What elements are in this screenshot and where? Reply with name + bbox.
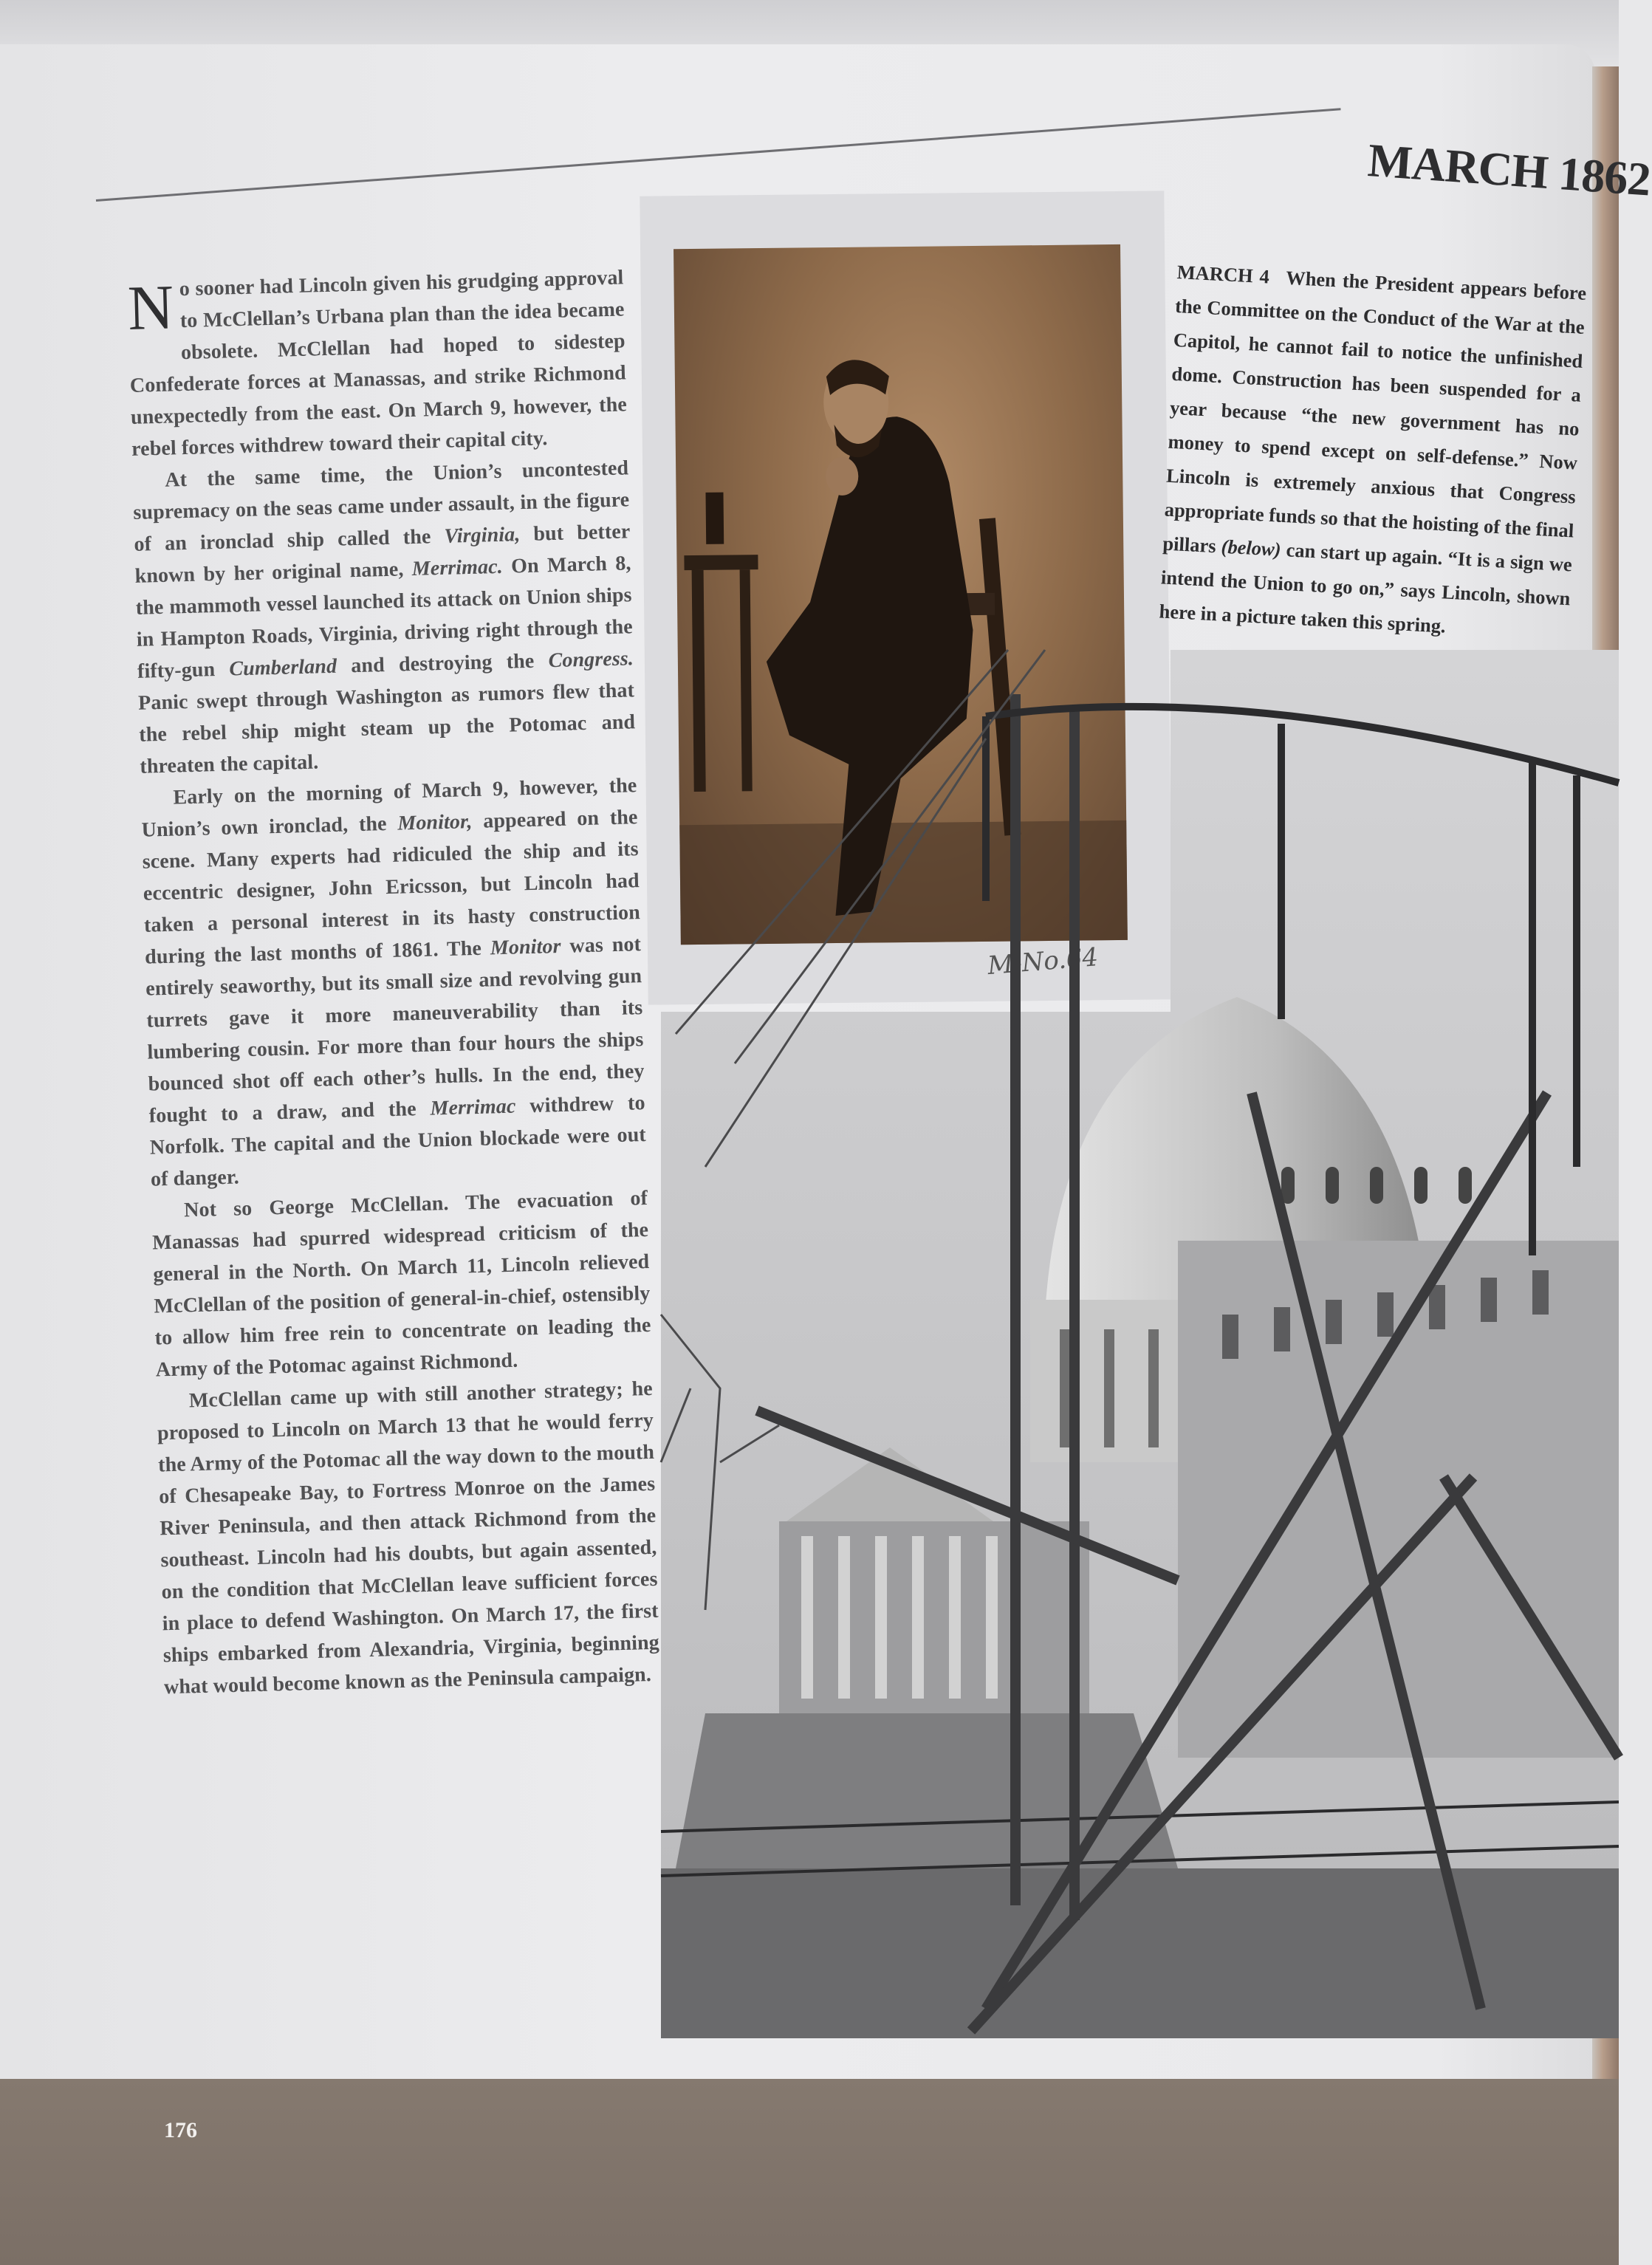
text-run: At the same time, the Union’s uncontested supremacy on the seas came under assault, in the figure of an ironclad ship called the	[133, 456, 630, 556]
text-run: Early on the morning of March 9, however, the Union’s own ironclad, the	[141, 774, 637, 842]
article-paragraph	[132, 452, 637, 782]
text-run: but better known by her original name,	[134, 520, 631, 588]
page-footer-band	[0, 2079, 1619, 2265]
handwritten-catalog-note: M-No.64	[986, 942, 1100, 981]
italic-ship-name: Merrimac	[430, 1094, 516, 1120]
article-body	[127, 261, 660, 1703]
text-run: Panic swept through Washington as rumors flew that the rebel ship might steam up the Potomac and threaten the capital.	[137, 679, 636, 778]
italic-ship-name: Virginia,	[444, 523, 521, 548]
sidebar-date: MARCH 4	[1176, 260, 1270, 288]
article-paragraph	[140, 770, 647, 1195]
page-number: 176	[164, 2118, 197, 2142]
text-run: can start up again. “It is a sign we intend the Union to go on,” says Lincoln, shown here in a picture taken this spring.	[1158, 538, 1573, 637]
text-run: was not entirely seaworthy, but its small size and revolving gun turrets gave it more maneuverability than its lumbering cousin. For more than four hours the ships bounced shot off each other’s hulls. In the end, they fought to a draw, and the	[145, 933, 645, 1128]
italic-ship-name: Monitor,	[397, 810, 473, 835]
text-run: and destroying the	[336, 649, 549, 678]
text-run: McClellan came up with still another strategy; he proposed to Lincoln on March 13 that he would ferry the Army of the Potomac all the way down to the mouth of Chesapeake Bay, to Fortress Monroe on the James River Peninsula, and then attack Richmond from the southeast. Lincoln had his doubts, but again assented, on the condition that McClellan leave sufficient forces in place to defend Washington. On March 17, the first ships embarked from Alexandria, Virginia, beginning what would become known as the Peninsula campaign.	[157, 1377, 660, 1699]
italic-ship-name: Merrimac.	[411, 555, 504, 581]
text-run: On March 8, the mammoth vessel launched its attack on Union ships in Hampton Roads, Virginia, driving right through the fifty-gun	[135, 552, 634, 683]
text-run: withdrew to Norfolk. The capital and the Union blockade were out of danger.	[149, 1092, 647, 1191]
article-paragraph	[151, 1182, 653, 1386]
italic-ship-name: Monitor	[490, 934, 561, 960]
capitol-construction-photo	[661, 650, 1619, 2038]
page-title: MARCH 1862	[1365, 133, 1652, 206]
text-run: Not so George McClellan. The evacuation of Manassas had spurred widespread criticism of the general in the North. On March 11, Lincoln relieved McClellan of the position of general-in-chief, ostensibly to allow him free rein to concentrate on leading the Army of the Potomac against Richmond.	[151, 1186, 651, 1382]
italic-reference: (below)	[1220, 535, 1282, 561]
italic-ship-name: Cumberland	[229, 654, 337, 681]
article-paragraph	[156, 1373, 660, 1703]
text-run: When the President appears before the Committee on the Conduct of the War at the Capitol, he cannot fail to notice the unfinished dome. Construction has been suspended for a year because “the new government has no money to spend except on self-defense.” Now Lincoln is extremely anxious that Congress appropriate funds so that the hoisting of the final pillars	[1162, 266, 1587, 558]
italic-ship-name: Congress.	[548, 647, 634, 673]
sidebar-caption	[1159, 255, 1588, 649]
text-run: o sooner had Lincoln given his grudging approval to McClellan’s Urbana plan than the idea became obsolete. McClellan had hoped to sidestep Confederate forces at Manassas, and strike Richmond unexpectedly from the east. On March 9, however, the rebel forces withdrew toward their capital city.	[129, 266, 628, 461]
text-run: appeared on the scene. Many experts had ridiculed the ship and its eccentric designer, John Ericsson, but Lincoln had taken a personal interest in its hasty construction during the last months of 1861. The	[142, 806, 641, 969]
capitol-dome-scaffolding-illustration	[661, 650, 1619, 2038]
drop-cap: N	[126, 271, 175, 343]
article-paragraph	[127, 261, 628, 465]
